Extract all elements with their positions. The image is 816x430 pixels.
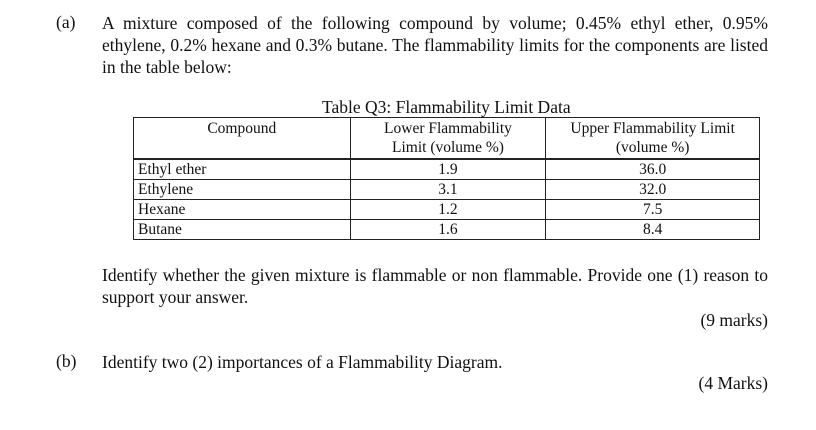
- part-b-marks: (4 Marks): [698, 373, 768, 393]
- header-compound: Compound: [134, 118, 351, 160]
- header-lower-limit: Lower Flammability Limit (volume %): [350, 118, 546, 160]
- part-b-label: (b): [56, 351, 77, 371]
- part-a-question: Identify whether the given mixture is flammable or non flammable. Provide one (1) reason to support your answer.: [102, 265, 768, 307]
- cell-upper-limit: 8.4: [546, 220, 760, 240]
- cell-upper-limit: 32.0: [546, 180, 760, 200]
- cell-compound: Hexane: [134, 200, 351, 220]
- table-row: [134, 220, 760, 240]
- cell-lower-limit: 1.2: [350, 200, 546, 220]
- flammability-table: [133, 117, 760, 240]
- part-a-marks: (9 marks): [700, 310, 768, 330]
- part-a-label: (a): [56, 12, 76, 32]
- cell-compound: Ethylene: [134, 180, 351, 200]
- table-row: [134, 180, 760, 200]
- cell-lower-limit: 1.9: [350, 159, 546, 180]
- cell-compound: Butane: [134, 220, 351, 240]
- table-caption: Table Q3: Flammability Limit Data: [322, 97, 571, 117]
- cell-lower-limit: 1.6: [350, 220, 546, 240]
- header-upper-limit: Upper Flammability Limit (volume %): [546, 118, 760, 160]
- part-a-intro: A mixture composed of the following compound by volume; 0.45% ethyl ether, 0.95% ethylene, 0.2% hexane and 0.3% butane. The flammability limits for the components are listed in the table below:: [102, 13, 768, 77]
- table-row: [134, 200, 760, 220]
- table-row: [134, 159, 760, 180]
- cell-upper-limit: 7.5: [546, 200, 760, 220]
- table-header-row: [134, 118, 760, 160]
- cell-lower-limit: 3.1: [350, 180, 546, 200]
- cell-upper-limit: 36.0: [546, 159, 760, 180]
- part-b-question: Identify two (2) importances of a Flammability Diagram.: [102, 352, 503, 372]
- cell-compound: Ethyl ether: [134, 159, 351, 180]
